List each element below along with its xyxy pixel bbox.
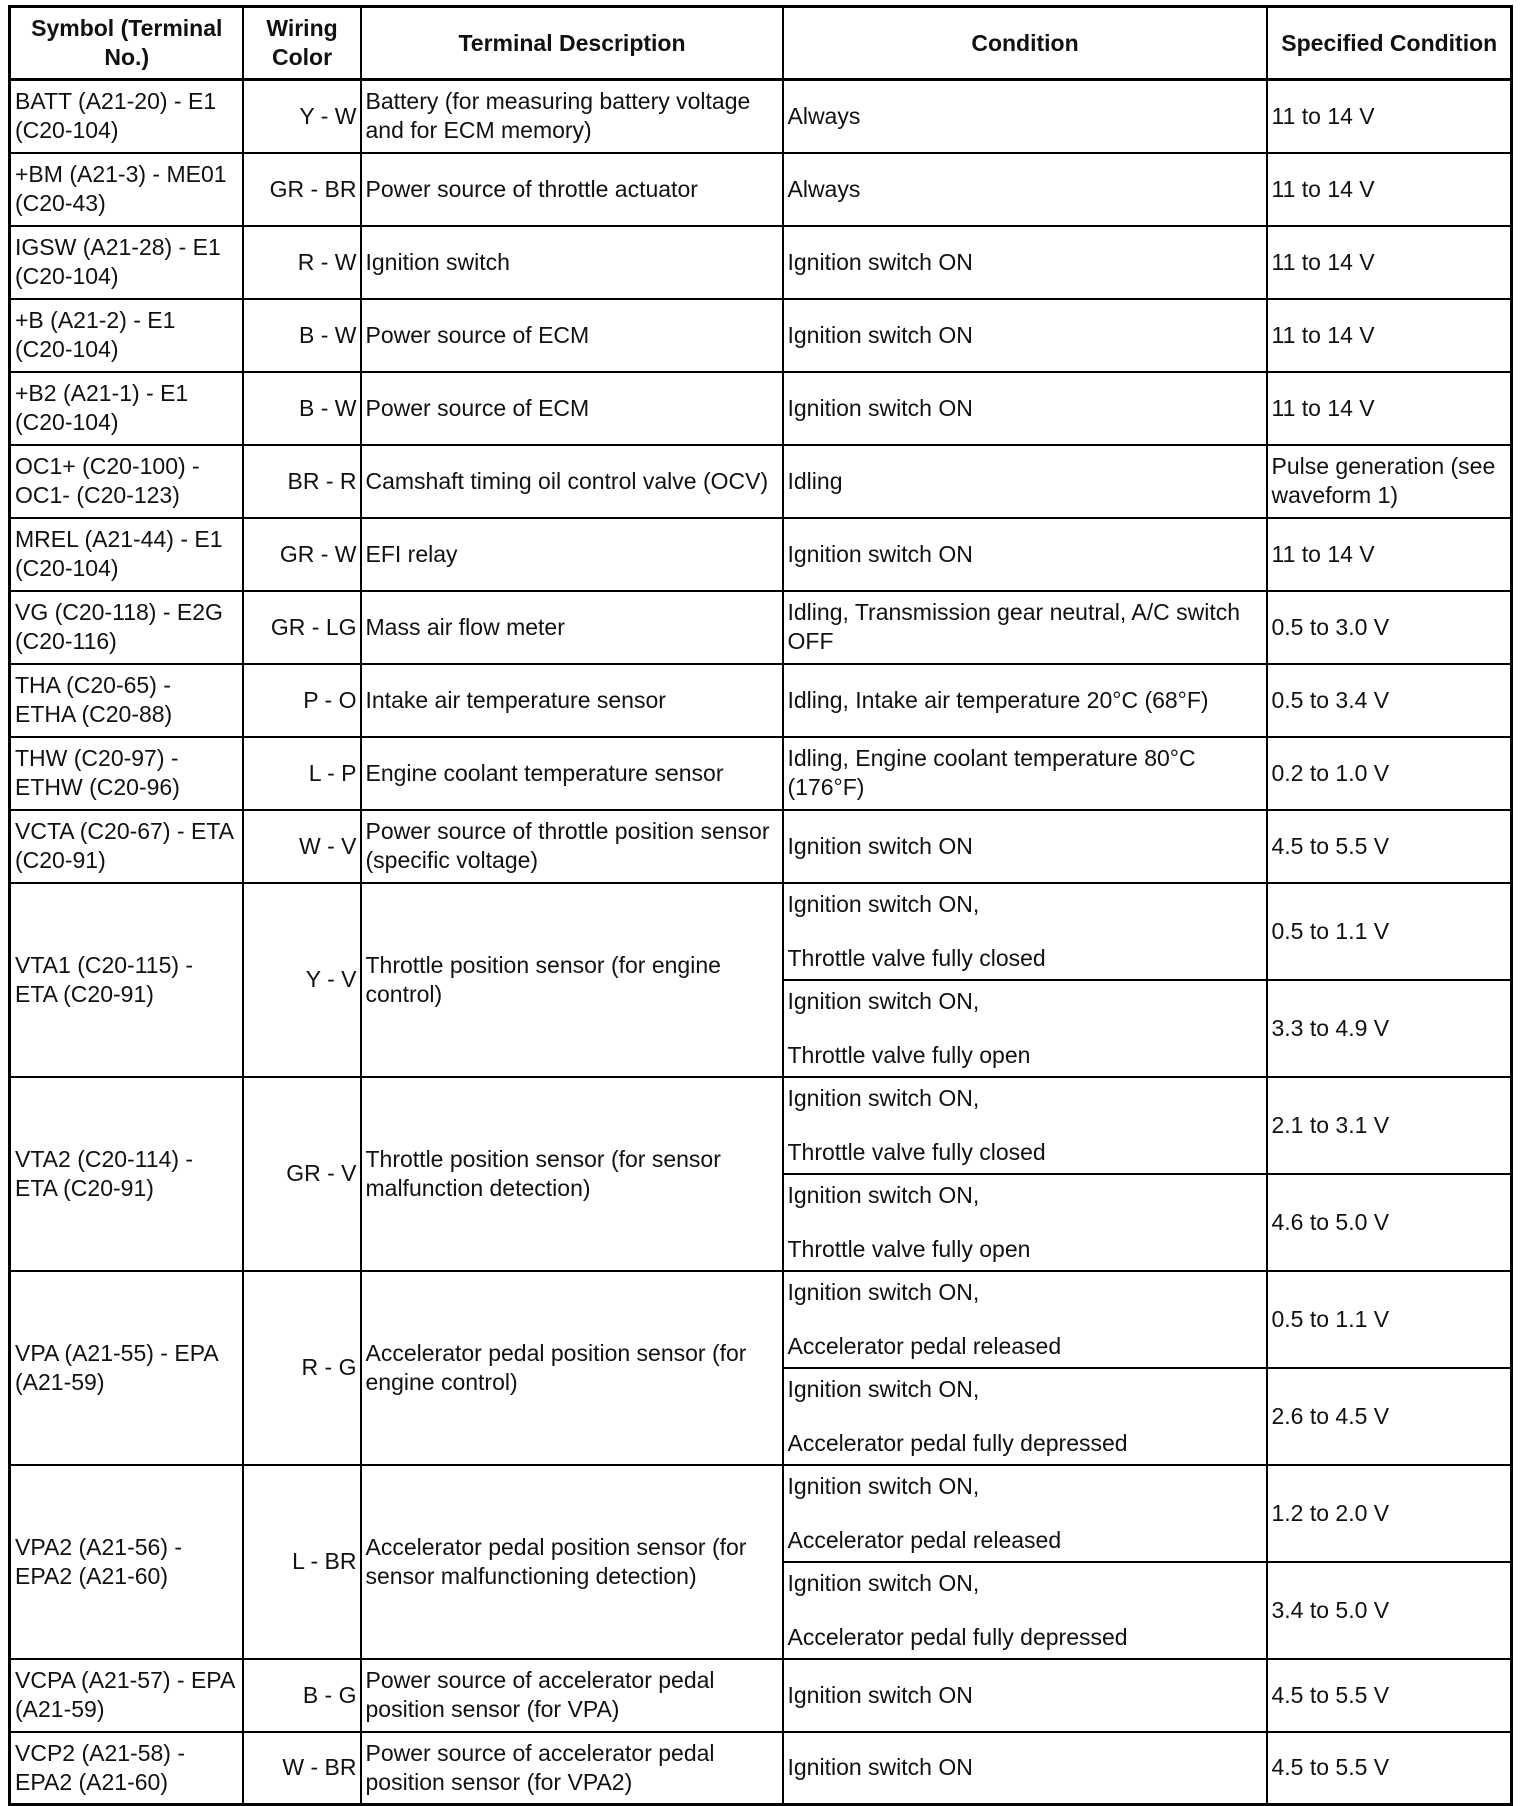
specified-condition-cell: 11 to 14 V <box>1267 518 1512 591</box>
symbol-cell: VCP2 (A21-58) - EPA2 (A21-60) <box>10 1732 243 1805</box>
symbol-cell: VCPA (A21-57) - EPA (A21-59) <box>10 1659 243 1732</box>
specified-condition-cell: 2.6 to 4.5 V <box>1267 1368 1512 1465</box>
specified-condition-cell: 11 to 14 V <box>1267 299 1512 372</box>
condition-cell <box>783 883 1267 980</box>
condition-line: Accelerator pedal fully depressed <box>787 1623 1128 1650</box>
wiring-color-cell: B - G <box>243 1659 361 1732</box>
symbol-cell: THA (C20-65) - ETHA (C20-88) <box>10 664 243 737</box>
wiring-color-cell: P - O <box>243 664 361 737</box>
description-cell: Power source of throttle position sensor (specific voltage) <box>361 810 783 883</box>
wiring-color-cell: B - W <box>243 372 361 445</box>
condition-line: Ignition switch ON, <box>787 1278 980 1305</box>
condition-cell <box>783 1562 1267 1659</box>
table-row <box>10 80 1512 153</box>
specified-condition-cell: 4.5 to 5.5 V <box>1267 1659 1512 1732</box>
condition-line: Accelerator pedal released <box>787 1526 1062 1553</box>
specified-condition-cell: 11 to 14 V <box>1267 80 1512 153</box>
table-row <box>10 1732 1512 1805</box>
description-cell: Power source of accelerator pedal position sensor (for VPA) <box>361 1659 783 1732</box>
table-row <box>10 518 1512 591</box>
condition-line: Throttle valve fully open <box>787 1235 1031 1262</box>
wiring-color-cell: L - P <box>243 737 361 810</box>
wiring-color-cell: B - W <box>243 299 361 372</box>
specified-condition-cell: 11 to 14 V <box>1267 372 1512 445</box>
table-row <box>10 883 1512 980</box>
condition-cell: Ignition switch ON <box>783 372 1267 445</box>
description-cell: Mass air flow meter <box>361 591 783 664</box>
wiring-color-cell: GR - V <box>243 1077 361 1271</box>
header-condition: Condition <box>783 7 1267 80</box>
description-cell: Power source of accelerator pedal position sensor (for VPA2) <box>361 1732 783 1805</box>
specified-condition-cell: 4.5 to 5.5 V <box>1267 1732 1512 1805</box>
symbol-cell: +B2 (A21-1) - E1 (C20-104) <box>10 372 243 445</box>
condition-cell: Idling <box>783 445 1267 518</box>
table-row <box>10 372 1512 445</box>
symbol-cell: +B (A21-2) - E1 (C20-104) <box>10 299 243 372</box>
table-row <box>10 591 1512 664</box>
header-row <box>10 7 1512 80</box>
condition-line: Ignition switch ON, <box>787 987 980 1014</box>
specified-condition-cell: 4.5 to 5.5 V <box>1267 810 1512 883</box>
wiring-color-cell: L - BR <box>243 1465 361 1659</box>
header-wiring-color: Wiring Color <box>243 7 361 80</box>
condition-cell: Idling, Engine coolant temperature 80°C (176°F) <box>783 737 1267 810</box>
wiring-color-cell: W - BR <box>243 1732 361 1805</box>
condition-cell: Ignition switch ON <box>783 1659 1267 1732</box>
wiring-color-cell: R - G <box>243 1271 361 1465</box>
condition-cell: Idling, Transmission gear neutral, A/C switch OFF <box>783 591 1267 664</box>
symbol-cell: BATT (A21-20) - E1 (C20-104) <box>10 80 243 153</box>
condition-cell: Ignition switch ON <box>783 299 1267 372</box>
header-symbol: Symbol (Terminal No.) <box>10 7 243 80</box>
condition-line: Throttle valve fully closed <box>787 1138 1046 1165</box>
description-cell: Accelerator pedal position sensor (for sensor malfunctioning detection) <box>361 1465 783 1659</box>
table-row <box>10 299 1512 372</box>
wiring-color-cell: GR - W <box>243 518 361 591</box>
condition-line: Ignition switch ON, <box>787 1472 980 1499</box>
condition-line: Ignition switch ON, <box>787 1084 980 1111</box>
symbol-cell: MREL (A21-44) - E1 (C20-104) <box>10 518 243 591</box>
description-cell: Intake air temperature sensor <box>361 664 783 737</box>
condition-cell <box>783 1465 1267 1562</box>
condition-line: Accelerator pedal released <box>787 1332 1062 1359</box>
condition-line: Throttle valve fully closed <box>787 944 1046 971</box>
condition-cell: Ignition switch ON <box>783 226 1267 299</box>
description-cell: Camshaft timing oil control valve (OCV) <box>361 445 783 518</box>
condition-line: Accelerator pedal fully depressed <box>787 1429 1128 1456</box>
symbol-cell: VTA1 (C20-115) - ETA (C20-91) <box>10 883 243 1077</box>
description-cell: Power source of ECM <box>361 299 783 372</box>
description-cell: EFI relay <box>361 518 783 591</box>
description-cell: Battery (for measuring battery voltage and for ECM memory) <box>361 80 783 153</box>
symbol-cell: VTA2 (C20-114) - ETA (C20-91) <box>10 1077 243 1271</box>
condition-cell <box>783 1077 1267 1174</box>
description-cell: Engine coolant temperature sensor <box>361 737 783 810</box>
wiring-color-cell: R - W <box>243 226 361 299</box>
wiring-color-cell: BR - R <box>243 445 361 518</box>
table-row <box>10 1271 1512 1368</box>
specified-condition-cell: 11 to 14 V <box>1267 226 1512 299</box>
symbol-cell: VPA (A21-55) - EPA (A21-59) <box>10 1271 243 1465</box>
specified-condition-cell: 1.2 to 2.0 V <box>1267 1465 1512 1562</box>
wiring-color-cell: Y - W <box>243 80 361 153</box>
header-terminal-description: Terminal Description <box>361 7 783 80</box>
symbol-cell: VCTA (C20-67) - ETA (C20-91) <box>10 810 243 883</box>
condition-cell: Always <box>783 80 1267 153</box>
description-cell: Accelerator pedal position sensor (for engine control) <box>361 1271 783 1465</box>
specified-condition-cell: Pulse generation (see waveform 1) <box>1267 445 1512 518</box>
specified-condition-cell: 0.5 to 1.1 V <box>1267 883 1512 980</box>
description-cell: Throttle position sensor (for engine control) <box>361 883 783 1077</box>
header-specified-condition: Specified Condition <box>1267 7 1512 80</box>
description-cell: Power source of ECM <box>361 372 783 445</box>
specified-condition-cell: 3.4 to 5.0 V <box>1267 1562 1512 1659</box>
condition-cell: Ignition switch ON <box>783 1732 1267 1805</box>
description-cell: Ignition switch <box>361 226 783 299</box>
table-row <box>10 445 1512 518</box>
condition-cell <box>783 1271 1267 1368</box>
condition-cell <box>783 980 1267 1077</box>
specified-condition-cell: 0.5 to 3.0 V <box>1267 591 1512 664</box>
specified-condition-cell: 3.3 to 4.9 V <box>1267 980 1512 1077</box>
table-row <box>10 153 1512 226</box>
specified-condition-cell: 0.5 to 1.1 V <box>1267 1271 1512 1368</box>
condition-cell: Ignition switch ON <box>783 518 1267 591</box>
description-cell: Power source of throttle actuator <box>361 153 783 226</box>
condition-line: Ignition switch ON, <box>787 890 980 917</box>
description-cell: Throttle position sensor (for sensor malfunction detection) <box>361 1077 783 1271</box>
condition-cell <box>783 1174 1267 1271</box>
specified-condition-cell: 4.6 to 5.0 V <box>1267 1174 1512 1271</box>
symbol-cell: VPA2 (A21-56) - EPA2 (A21-60) <box>10 1465 243 1659</box>
condition-cell <box>783 1368 1267 1465</box>
specified-condition-cell: 2.1 to 3.1 V <box>1267 1077 1512 1174</box>
wiring-color-cell: GR - LG <box>243 591 361 664</box>
specified-condition-cell: 0.5 to 3.4 V <box>1267 664 1512 737</box>
terminal-spec-table <box>8 5 1513 1806</box>
table-row <box>10 226 1512 299</box>
table-row <box>10 810 1512 883</box>
condition-line: Ignition switch ON, <box>787 1375 980 1402</box>
wiring-color-cell: W - V <box>243 810 361 883</box>
condition-cell: Ignition switch ON <box>783 810 1267 883</box>
condition-line: Ignition switch ON, <box>787 1569 980 1596</box>
wiring-color-cell: GR - BR <box>243 153 361 226</box>
table-body <box>10 80 1512 1805</box>
symbol-cell: OC1+ (C20-100) - OC1- (C20-123) <box>10 445 243 518</box>
table-row <box>10 1465 1512 1562</box>
condition-cell: Idling, Intake air temperature 20°C (68°F) <box>783 664 1267 737</box>
specified-condition-cell: 0.2 to 1.0 V <box>1267 737 1512 810</box>
table-row <box>10 737 1512 810</box>
specified-condition-cell: 11 to 14 V <box>1267 153 1512 226</box>
symbol-cell: THW (C20-97) - ETHW (C20-96) <box>10 737 243 810</box>
symbol-cell: IGSW (A21-28) - E1 (C20-104) <box>10 226 243 299</box>
symbol-cell: VG (C20-118) - E2G (C20-116) <box>10 591 243 664</box>
symbol-cell: +BM (A21-3) - ME01 (C20-43) <box>10 153 243 226</box>
wiring-color-cell: Y - V <box>243 883 361 1077</box>
table-row <box>10 664 1512 737</box>
condition-line: Ignition switch ON, <box>787 1181 980 1208</box>
table-row <box>10 1077 1512 1174</box>
condition-line: Throttle valve fully open <box>787 1041 1031 1068</box>
table-row <box>10 1659 1512 1732</box>
condition-cell: Always <box>783 153 1267 226</box>
